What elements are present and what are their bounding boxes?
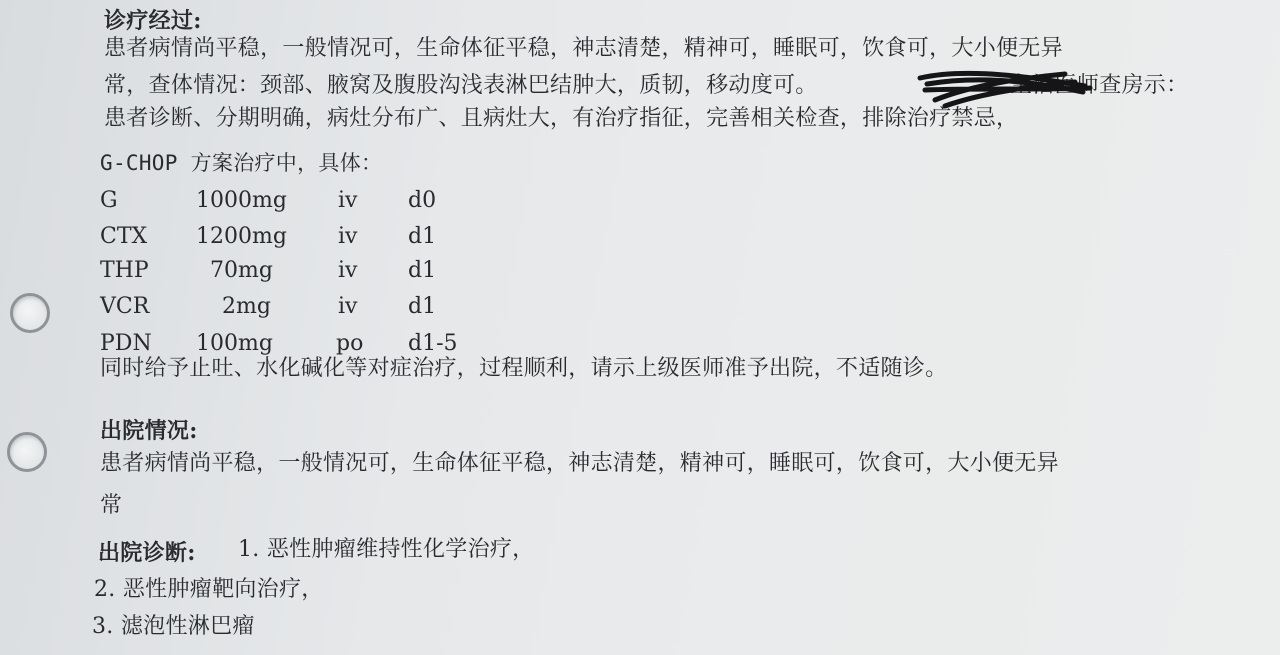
drug-day: d0: [408, 188, 437, 213]
course-text-line: 患者诊断、分期明确，病灶分布广、且病灶大，有治疗指征，完善相关检查，排除治疗禁忌，: [104, 106, 1019, 131]
diagnosis-item: 3. 滤泡性淋巴瘤: [92, 614, 255, 639]
drug-name: CTX: [100, 224, 148, 249]
discharge-status-line: 常: [100, 493, 123, 518]
drug-name: VCR: [100, 294, 150, 319]
drug-dose: 1000mg: [196, 188, 287, 213]
course-text-line: G-CHOP 方案治疗中，具体：: [100, 151, 383, 175]
drug-dose: 1200mg: [196, 224, 287, 249]
drug-route: iv: [338, 294, 358, 319]
drug-name: THP: [100, 258, 149, 283]
diagnosis-item: 1. 恶性肿瘤维持性化学治疗，: [238, 537, 535, 562]
course-text-line: 患者病情尚平稳，一般情况可，生命体征平稳，神志清楚，精神可，睡眠可，饮食可，大小便无异: [104, 36, 1063, 61]
course-closing: 同时给予止吐、水化碱化等对症治疗，过程顺利，请示上级医师准予出院，不适随诊。: [100, 356, 948, 381]
drug-day: d1-5: [408, 331, 458, 356]
drug-route: iv: [338, 224, 358, 249]
drug-dose: 100mg: [196, 331, 273, 356]
punch-hole: [7, 432, 47, 472]
drug-dose: 2mg: [222, 294, 271, 319]
drug-name: G: [100, 188, 118, 213]
section-heading-course: 诊疗经过:: [104, 8, 202, 34]
section-heading-discharge-diagnosis: 出院诊断:: [98, 540, 196, 566]
drug-day: d1: [408, 224, 437, 249]
drug-dose: 70mg: [210, 258, 273, 283]
diagnosis-item: 2. 恶性肿瘤靶向治疗，: [94, 577, 324, 602]
drug-day: d1: [408, 258, 437, 283]
course-text-line: 常，查体情况：颈部、腋窝及腹股沟浅表淋巴结肿大，质韧，移动度可。: [104, 73, 818, 98]
section-heading-discharge-status: 出院情况:: [100, 418, 198, 444]
course-text-line: 主治医师查房示：: [1010, 73, 1189, 98]
punch-hole: [10, 293, 50, 333]
drug-name: PDN: [100, 331, 152, 356]
drug-route: po: [336, 331, 364, 356]
drug-route: iv: [338, 188, 358, 213]
drug-day: d1: [408, 294, 437, 319]
discharge-status-line: 患者病情尚平稳，一般情况可，生命体征平稳，神志清楚，精神可，睡眠可，饮食可，大小便无异: [100, 451, 1059, 476]
drug-route: iv: [338, 258, 358, 283]
